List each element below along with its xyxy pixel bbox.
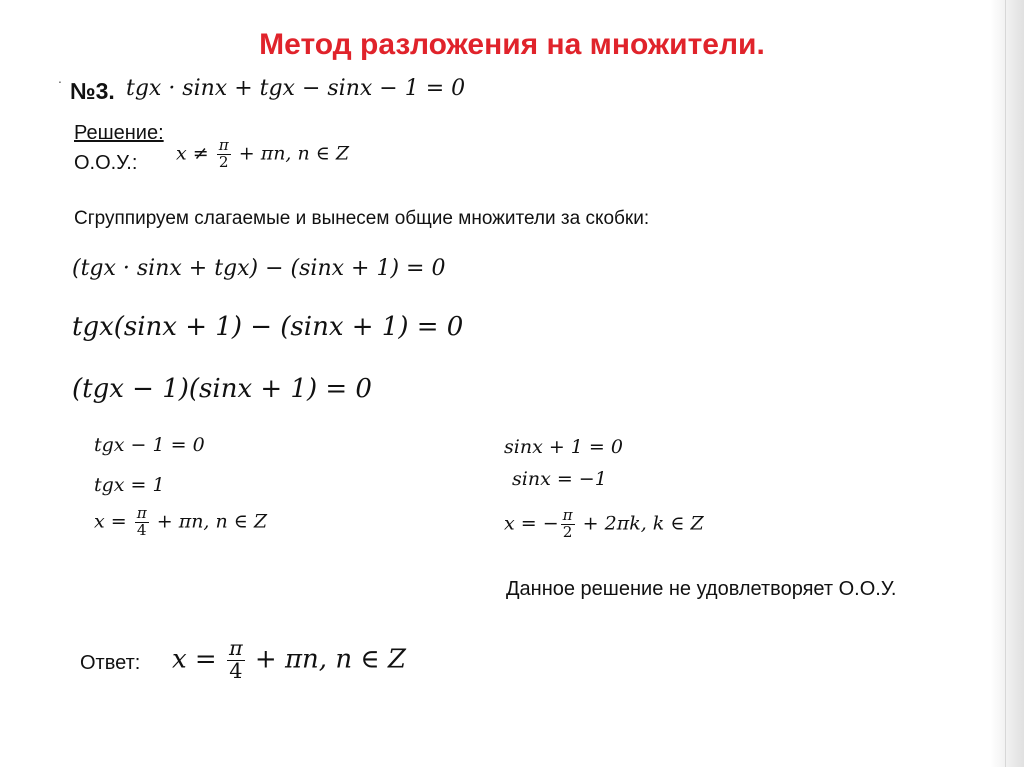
right-eq-2: sinx = −1 [512, 468, 607, 490]
left-sol-lhs: x = [94, 510, 133, 533]
answer-rhs: + πn, n ∈ Z [246, 644, 406, 675]
left-sol-numerator: π [136, 504, 147, 522]
odz-lhs: x ≠ [176, 142, 215, 165]
right-sol-denominator: 2 [562, 522, 573, 541]
left-sol-denominator: 4 [136, 520, 147, 539]
answer-numerator: π [228, 636, 243, 660]
slide-title: Метод разложения на множители. [259, 28, 765, 61]
left-sol-fraction [135, 506, 149, 539]
slide-edge-shadow [990, 0, 1024, 767]
answer-denominator: 4 [229, 658, 243, 683]
problem-number: №3. [70, 78, 115, 104]
right-solution [504, 508, 704, 541]
left-sol-rhs: + πn, n ∈ Z [150, 510, 268, 533]
right-sol-numerator: π [562, 506, 573, 524]
grouping-instruction: Сгруппируем слагаемые и вынесем общие множители за скобки: [74, 208, 650, 229]
right-sol-fraction [561, 508, 575, 541]
solution-label: Решение: [74, 122, 164, 144]
odz-denominator: 2 [218, 152, 229, 171]
left-eq-2: tgx = 1 [94, 474, 165, 496]
right-eq-1: sinx + 1 = 0 [504, 436, 623, 458]
answer-lhs: x = [172, 644, 225, 675]
step-2-equation: tgx(sinx + 1) − (sinx + 1) = 0 [72, 312, 464, 342]
step-3-equation: (tgx − 1)(sinx + 1) = 0 [72, 374, 372, 404]
odz-fraction [217, 138, 231, 171]
odz-formula [176, 138, 349, 171]
right-sol-rhs: + 2πk, k ∈ Z [576, 512, 704, 535]
step-1-equation: (tgx · sinx + tgx) − (sinx + 1) = 0 [72, 256, 446, 281]
left-solution [94, 506, 267, 539]
odz-label: О.О.У.: [74, 152, 138, 174]
slide-edge-line [1005, 0, 1006, 767]
stray-dot: . [58, 70, 62, 86]
right-sol-lhs: x = − [504, 512, 559, 535]
answer-label: Ответ: [80, 652, 141, 674]
odz-note: Данное решение не удовлетворяет О.О.У. [506, 578, 897, 600]
odz-rhs: + πn, n ∈ Z [232, 142, 350, 165]
left-eq-1: tgx − 1 = 0 [94, 434, 205, 456]
answer-formula [172, 638, 406, 683]
odz-numerator: π [218, 136, 229, 154]
main-equation: tgx · sinx + tgx − sinx − 1 = 0 [126, 76, 466, 101]
answer-fraction [227, 638, 245, 683]
